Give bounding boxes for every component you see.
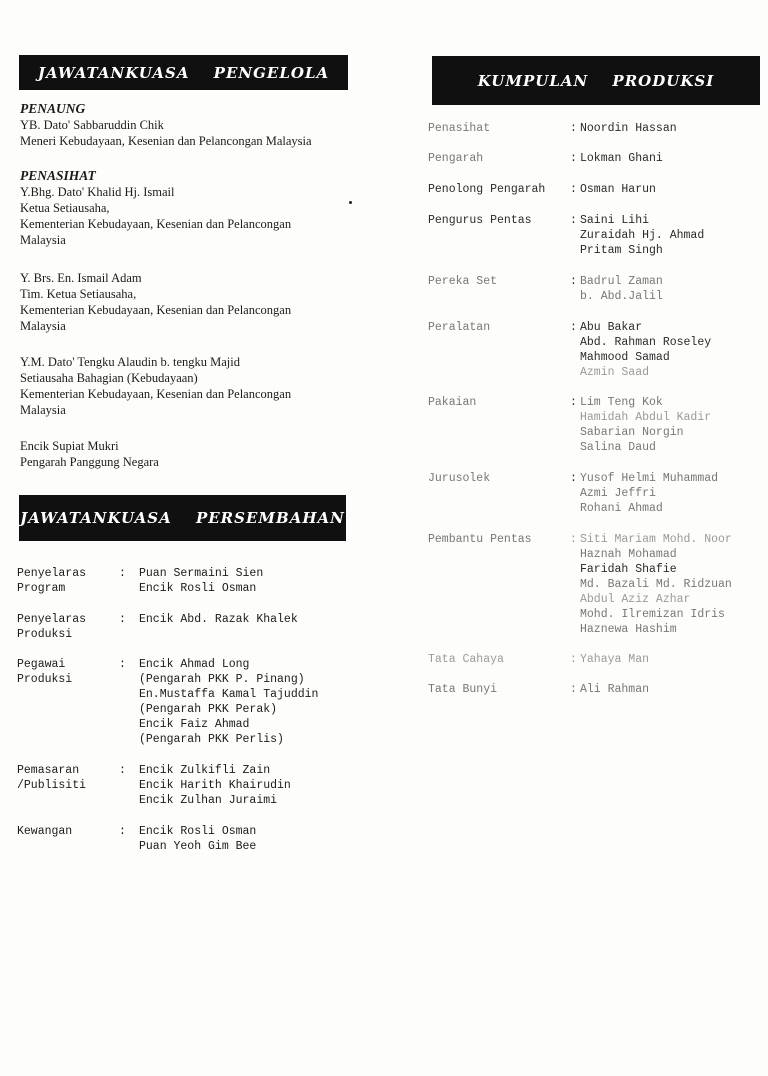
persembahan-table (17, 566, 362, 866)
member-name: Ali Rahman (580, 683, 650, 696)
member-name: Zuraidah Hj. Ahmad (580, 229, 705, 242)
pengelola-banner (19, 55, 348, 90)
row-colon: : (570, 214, 577, 227)
produksi-table (428, 121, 758, 711)
row-colon: : (570, 321, 577, 334)
row-label-line: /Publisiti (17, 779, 87, 792)
penasihat-3-org: Kementerian Kebudayaan, Kesenian dan Pelancongan (20, 387, 292, 401)
row-label: Penasihat (428, 122, 491, 135)
row-colon: : (570, 152, 577, 165)
row-label: Pakaian (428, 396, 477, 409)
penasihat-1-org: Kementerian Kebudayaan, Kesenian dan Pelancongan (20, 217, 292, 231)
row-colon: : (570, 653, 577, 666)
member-name: (Pengarah PKK P. Pinang) (139, 673, 305, 686)
member-name: Encik Rosli Osman (139, 825, 257, 838)
penaung-heading: PENAUNG (20, 101, 86, 116)
row-colon: : (570, 122, 577, 135)
penasihat-section (20, 168, 365, 248)
row-names (580, 682, 649, 697)
member-name: Siti Mariam Mohd. Noor (580, 533, 732, 546)
member-name: Haznah Mohamad (580, 548, 677, 561)
member-name: Puan Yeoh Gim Bee (139, 840, 257, 853)
row-label-line: Penyelaras (17, 613, 87, 626)
row-names (580, 151, 663, 166)
row-names (580, 320, 711, 380)
member-name: Encik Faiz Ahmad (139, 718, 250, 731)
member-name: (Pengarah PKK Perak) (139, 703, 278, 716)
member-name: b. Abd.Jalil (580, 290, 663, 303)
row-names (580, 395, 711, 455)
member-name: Azmi Jeffri (580, 487, 656, 500)
row-label: Pengarah (428, 152, 484, 165)
row-colon: : (119, 764, 126, 777)
penasihat-4-role: Pengarah Panggung Negara (20, 455, 159, 469)
row-label: Tata Cahaya (428, 653, 504, 666)
penasihat-2-org: Kementerian Kebudayaan, Kesenian dan Pelancongan (20, 303, 292, 317)
row-colon: : (570, 683, 577, 696)
row-label-line: Penyelaras (17, 567, 87, 580)
member-name: Badrul Zaman (580, 275, 663, 288)
member-name: Lim Teng Kok (580, 396, 663, 409)
member-name: Osman Harun (580, 183, 656, 196)
row-colon: : (119, 825, 126, 838)
member-name: Hamidah Abdul Kadir (580, 411, 712, 424)
row-label: Penolong Pengarah (428, 183, 546, 196)
pengelola-title: JAWATANKUASA PENGELOLA (37, 63, 330, 82)
penasihat-3-country: Malaysia (20, 403, 66, 417)
member-name: Haznewa Hashim (580, 623, 677, 636)
row-label: Tata Bunyi (428, 683, 498, 696)
row-label (17, 612, 117, 642)
penasihat-2-section (20, 270, 365, 334)
member-name: Encik Ahmad Long (139, 658, 250, 671)
row-label-line: Program (17, 582, 66, 595)
penaung-section (20, 101, 365, 149)
row-colon: : (570, 472, 577, 485)
row-colon: : (119, 567, 126, 580)
penaung-title: Meneri Kebudayaan, Kesenian dan Pelancongan Malaysia (20, 134, 312, 148)
member-name: Yusof Helmi Muhammad (580, 472, 719, 485)
member-name: Sabarian Norgin (580, 426, 684, 439)
row-names (580, 652, 649, 667)
row-label (17, 566, 117, 596)
row-names (580, 213, 704, 258)
member-name: Abdul Aziz Azhar (580, 593, 691, 606)
row-label (17, 824, 117, 839)
penasihat-1-country: Malaysia (20, 233, 66, 247)
penasihat-2-country: Malaysia (20, 319, 66, 333)
penasihat-2-name: Y. Brs. En. Ismail Adam (20, 271, 142, 285)
row-label-line: Pegawai (17, 658, 66, 671)
row-label-line: Pemasaran (17, 764, 80, 777)
penasihat-3-name: Y.M. Dato' Tengku Alaudin b. tengku Majid (20, 355, 241, 369)
penasihat-3-section (20, 354, 365, 418)
member-name: Encik Zulhan Juraimi (139, 794, 278, 807)
row-names (139, 566, 263, 596)
member-name: Rohani Ahmad (580, 502, 663, 515)
row-colon: : (570, 275, 577, 288)
penasihat-2-role: Tim. Ketua Setiausaha, (20, 287, 137, 301)
row-names (580, 471, 718, 516)
member-name: Mohd. Ilremizan Idris (580, 608, 725, 621)
row-names (139, 824, 256, 854)
member-name: Faridah Shafie (580, 563, 677, 576)
row-label (17, 657, 117, 687)
row-label-line: Produksi (17, 673, 73, 686)
member-name: Encik Zulkifli Zain (139, 764, 271, 777)
penasihat-3-role: Setiausaha Bahagian (Kebudayaan) (20, 371, 198, 385)
row-label: Jurusolek (428, 472, 491, 485)
row-colon: : (570, 533, 577, 546)
row-names (580, 274, 663, 304)
persembahan-title: JAWATANKUASA PERSEMBAHAN (20, 509, 345, 527)
penasihat-1-role: Ketua Setiausaha, (20, 201, 110, 215)
row-names (139, 657, 318, 747)
row-label: Pereka Set (428, 275, 498, 288)
produksi-title: KUMPULAN PRODUKSI (477, 71, 715, 90)
penasihat-heading: PENASIHAT (20, 168, 96, 183)
row-names (139, 763, 291, 808)
row-label: Peralatan (428, 321, 491, 334)
member-name: Pritam Singh (580, 244, 663, 257)
member-name: Salina Daud (580, 441, 656, 454)
member-name: Encik Harith Khairudin (139, 779, 291, 792)
row-names (580, 532, 732, 637)
row-colon: : (119, 658, 126, 671)
member-name: Yahaya Man (580, 653, 650, 666)
row-label (17, 763, 117, 793)
row-colon: : (119, 613, 126, 626)
row-label: Pengurus Pentas (428, 214, 532, 227)
penasihat-4-section (20, 438, 365, 470)
persembahan-banner (19, 495, 346, 541)
penasihat-1-name: Y.Bhg. Dato' Khalid Hj. Ismail (20, 185, 175, 199)
row-label-line: Produksi (17, 628, 73, 641)
produksi-banner (432, 56, 760, 105)
row-colon: : (570, 183, 577, 196)
member-name: Encik Rosli Osman (139, 582, 257, 595)
member-name: Mahmood Samad (580, 351, 670, 364)
member-name: En.Mustaffa Kamal Tajuddin (139, 688, 319, 701)
member-name: Puan Sermaini Sien (139, 567, 264, 580)
row-colon: : (570, 396, 577, 409)
member-name: Abd. Rahman Roseley (580, 336, 712, 349)
penaung-name: YB. Dato' Sabbaruddin Chik (20, 118, 164, 132)
member-name: Md. Bazali Md. Ridzuan (580, 578, 732, 591)
member-name: (Pengarah PKK Perlis) (139, 733, 284, 746)
row-names (580, 182, 656, 197)
penasihat-4-name: Encik Supiat Mukri (20, 439, 119, 453)
member-name: Lokman Ghani (580, 152, 663, 165)
member-name: Noordin Hassan (580, 122, 677, 135)
row-names (139, 612, 298, 627)
member-name: Encik Abd. Razak Khalek (139, 613, 298, 626)
member-name: Abu Bakar (580, 321, 643, 334)
row-names (580, 121, 677, 136)
row-label-line: Kewangan (17, 825, 73, 838)
row-label: Pembantu Pentas (428, 533, 532, 546)
member-name: Saini Lihi (580, 214, 650, 227)
member-name: Azmin Saad (580, 366, 650, 379)
scan-speck (349, 201, 352, 204)
